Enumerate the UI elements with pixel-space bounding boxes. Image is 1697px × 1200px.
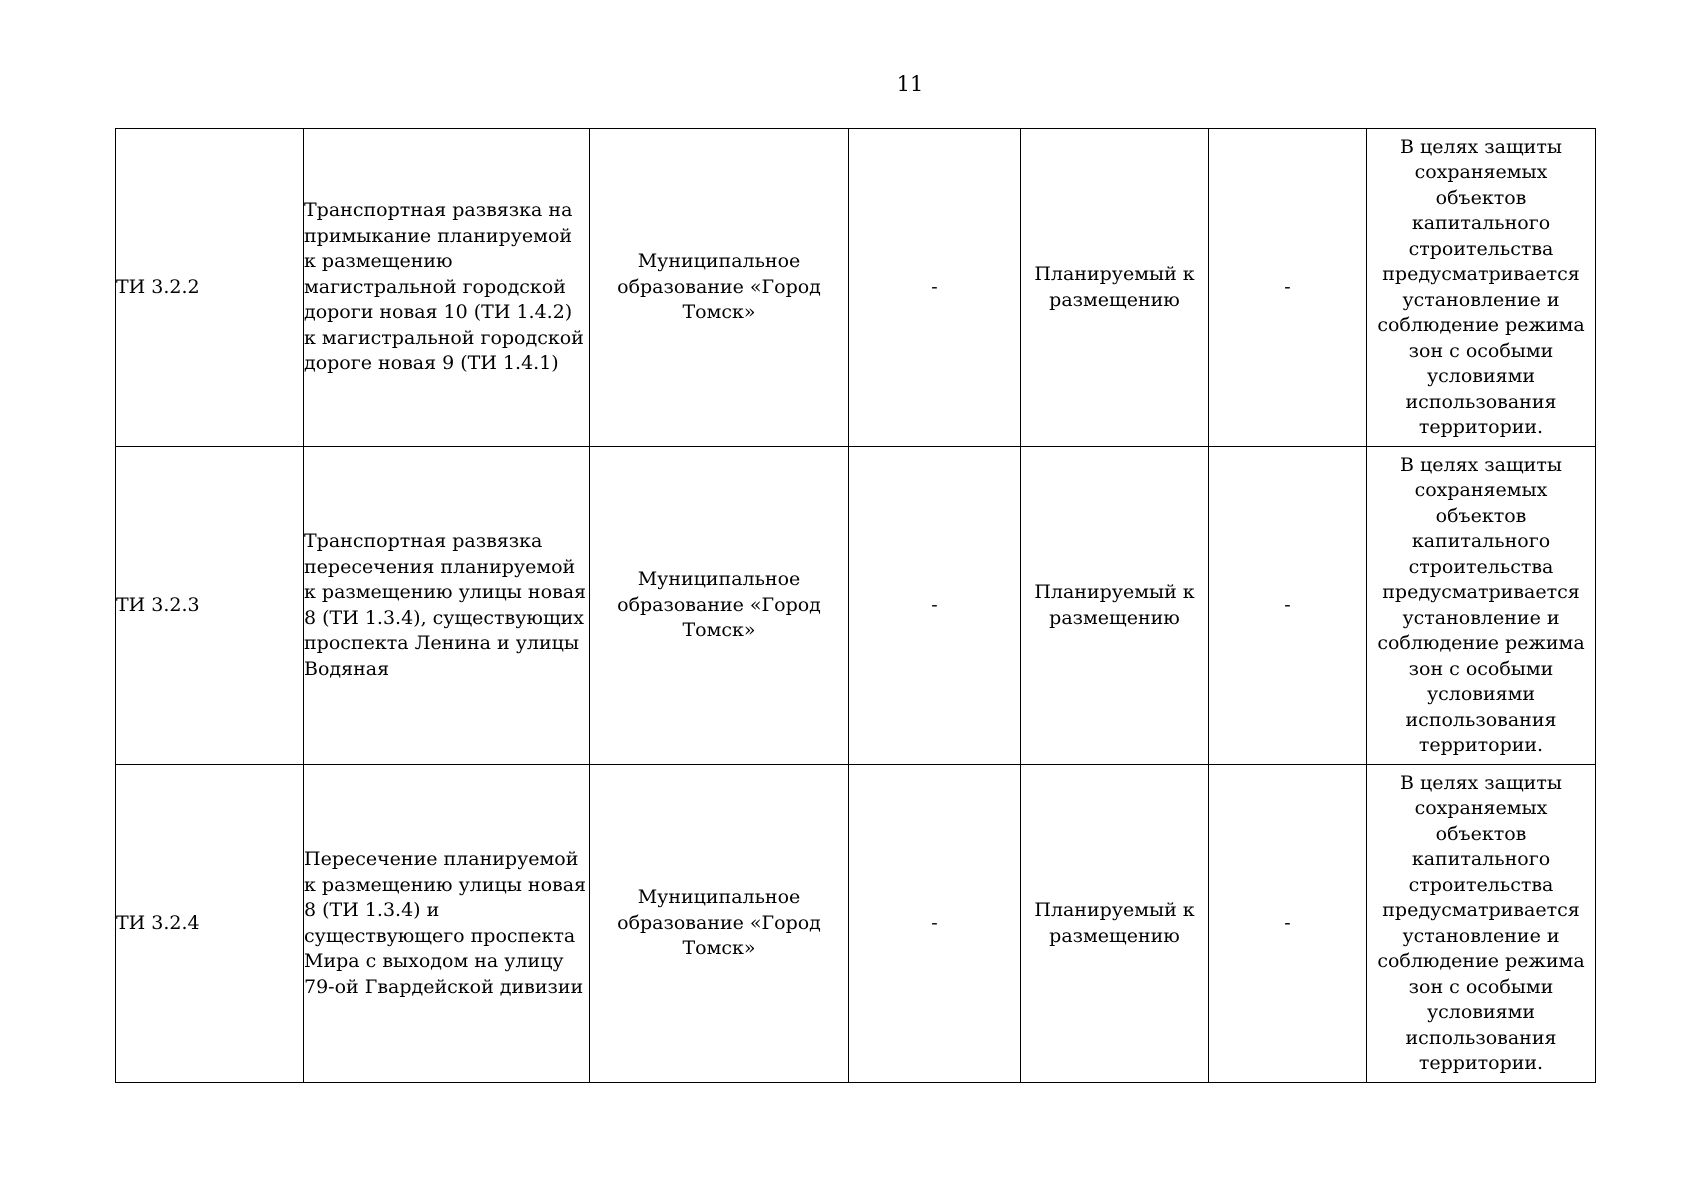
- status-cell: Планируемый к размещению: [1021, 765, 1209, 1083]
- status-cell: Планируемый к размещению: [1021, 129, 1209, 447]
- value-cell: -: [1209, 129, 1367, 447]
- note-cell: В целях защиты сохраняемых объектов капитального строительства предусматривается установление и соблюдение режима зон с особыми условиями использования территории.: [1367, 447, 1596, 765]
- table-row: [116, 765, 1596, 1083]
- value-cell: -: [1209, 447, 1367, 765]
- object-name-cell: Транспортная развязка пересечения планируемой к размещению улицы новая 8 (ТИ 1.3.4), существующих проспекта Ленина и улицы Водяная: [304, 447, 590, 765]
- table-row: [116, 447, 1596, 765]
- location-cell: Муниципальное образование «Город Томск»: [590, 129, 849, 447]
- location-cell: Муниципальное образование «Город Томск»: [590, 765, 849, 1083]
- object-name-cell: Транспортная развязка на примыкание планируемой к размещению магистральной городской дороги новая 10 (ТИ 1.4.2) к магистральной городской дороге новая 9 (ТИ 1.4.1): [304, 129, 590, 447]
- table-row: [116, 129, 1596, 447]
- value-cell: -: [849, 447, 1021, 765]
- value-cell: -: [849, 129, 1021, 447]
- object-name-cell: Пересечение планируемой к размещению улицы новая 8 (ТИ 1.3.4) и существующего проспекта Мира с выходом на улицу 79-ой Гвардейской дивизии: [304, 765, 590, 1083]
- value-cell: -: [849, 765, 1021, 1083]
- object-id-cell: ТИ 3.2.2: [116, 129, 304, 447]
- note-cell: В целях защиты сохраняемых объектов капитального строительства предусматривается установление и соблюдение режима зон с особыми условиями использования территории.: [1367, 129, 1596, 447]
- location-cell: Муниципальное образование «Город Томск»: [590, 447, 849, 765]
- note-cell: В целях защиты сохраняемых объектов капитального строительства предусматривается установление и соблюдение режима зон с особыми условиями использования территории.: [1367, 765, 1596, 1083]
- status-cell: Планируемый к размещению: [1021, 447, 1209, 765]
- page-number: 11: [896, 72, 924, 96]
- objects-table: [115, 128, 1596, 1083]
- object-id-cell: ТИ 3.2.3: [116, 447, 304, 765]
- object-id-cell: ТИ 3.2.4: [116, 765, 304, 1083]
- value-cell: -: [1209, 765, 1367, 1083]
